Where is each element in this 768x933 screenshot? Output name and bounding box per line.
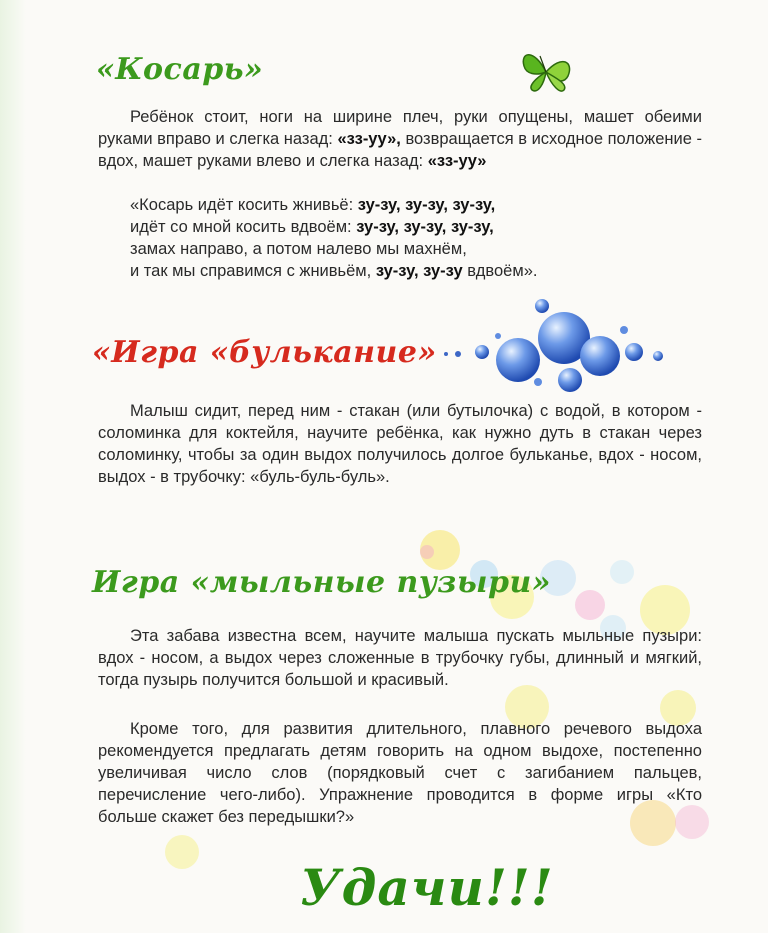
breathing-exercise-description: Кроме того, для развития длительного, плавного речевого выдоха рекомендуется предлагать детям говорить на одном выдохе, постепенно увеличивая число слов (порядковый счет с загибанием пальцев, перечисление чего-либо). Упражнение проводится в форме игры «Кто больше скажет без передышки?»: [98, 720, 702, 826]
section-title-kosar: «Косарь»: [96, 52, 264, 87]
section-title-soap-bubbles: Игра «мыльные пузыри»: [92, 565, 552, 600]
verse-line: идёт со мной косить вдвоём: зу-зу, зу-зу, зу-зу,: [130, 218, 494, 236]
page-spine: [0, 0, 26, 933]
water-bubbles-icon: [438, 296, 678, 396]
section-title-bulkanie: «Игра «бульканиe»: [92, 335, 437, 370]
kosar-verse: [130, 194, 537, 282]
kosar-description: Ребёнок стоит, ноги на ширине плеч, руки опущены, машет обеими руками вправо и слегка назад: «зз-уу», возвращается в исходное положение - вдох, машет руками влево и слегка назад: «зз-уу»: [98, 108, 702, 170]
bulkanie-description: Малыш сидит, перед ним - стакан (или бутылочка) с водой, в котором - соломинка для коктейля, научите ребёнка, как нужно дуть в стакан через соломинку, чтобы за один выдох получилось долгое бульканье, вдох - носом, выдох - в трубочку: «буль-буль-буль».: [98, 402, 702, 486]
verse-line: замах направо, а потом налево мы махнём,: [130, 240, 467, 258]
butterfly-icon: [516, 40, 576, 100]
verse-line: «Косарь идёт косить жнивьё: зу-зу, зу-зу, зу-зу,: [130, 196, 496, 214]
verse-line: и так мы справимся с жнивьём, зу-зу, зу-зу вдвоём».: [130, 262, 538, 280]
soap-bubbles-description: Эта забава известна всем, научите малыша пускать мыльные пузыри: вдох - носом, а выдох через сложенные в трубочку губы, длинный и мягкий, тогда пузырь получится большой и красивый.: [98, 627, 702, 689]
closing-good-luck: Удачи!!!: [300, 858, 554, 917]
